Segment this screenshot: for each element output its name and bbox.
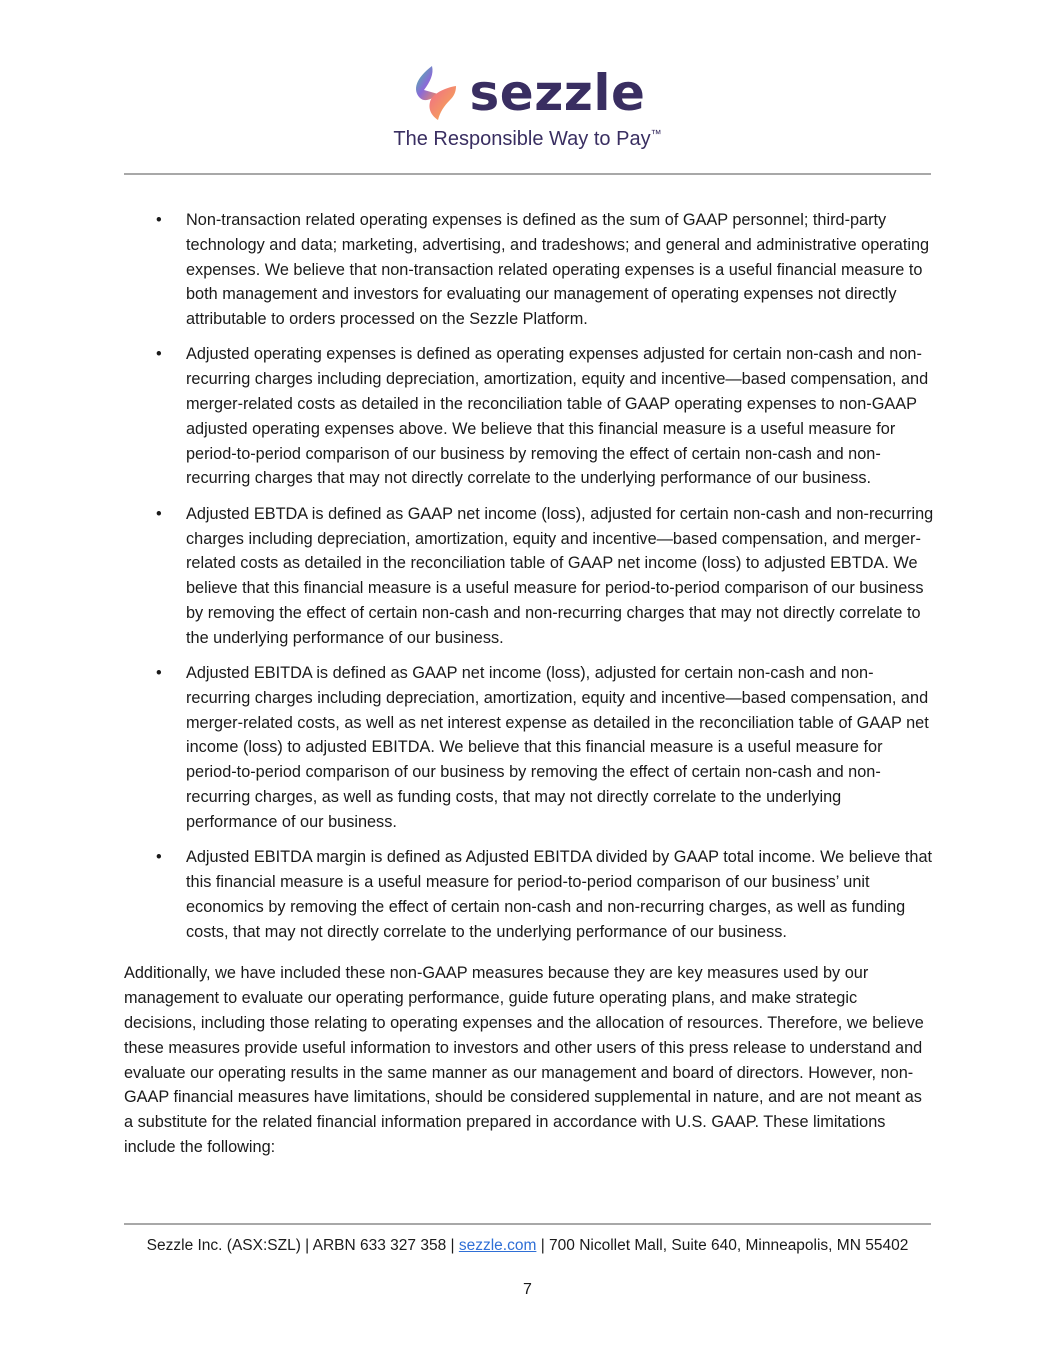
list-item [124,661,934,835]
bullet-icon: • [156,345,162,364]
list-item-text: Non-transaction related operating expenses is defined as the sum of GAAP personnel; third-party technology and data; marketing, advertising, and tradeshows; and general and administrative operating expenses. We believe that non-transaction related operating expenses is a useful financial measure to both management and investors for evaluating our management of operating expenses not directly attributable to orders processed on the Sezzle Platform. [186,211,930,329]
page-header [0,62,1055,151]
trademark-mark: ™ [650,128,662,141]
brand-tagline [0,128,1055,151]
list-item-text: Adjusted EBTDA is defined as GAAP net income (loss), adjusted for certain non-cash and non-recurring charges including depreciation, amortization, equity and incentive—based compensation, and merger-related costs as detailed in the reconciliation table of GAAP net income (loss) to adjusted EBTDA. We believe that this financial measure is a useful measure for period-to-period comparison of our business by removing the effect of certain non-cash and non-recurring charges that may not directly correlate to the underlying performance of our business. [186,504,934,647]
body-paragraph: Additionally, we have included these non-GAAP measures because they are key measures used by our management to evaluate our operating performance, guide future operating plans, and make strategic decisions, including those relating to operating expenses and the allocation of resources. Therefore, we believe these measures provide useful information to investors and other users of this press release to understand and evaluate our operating results in the same manner as our management and board of directors. However, non-GAAP financial measures have limitations, should be considered supplemental in nature, and are not meant as a substitute for the related financial information prepared in accordance with U.S. GAAP. These limitations include the following: [124,964,924,1156]
bullet-icon: • [156,504,162,523]
list-item-text: Adjusted EBITDA margin is defined as Adjusted EBITDA divided by GAAP total income. We believe that this financial measure is a useful measure for period-to-period comparison of our business’ unit economics by removing the effect of certain non-cash and non-recurring charges, as well as funding costs, that may not directly correlate to the underlying performance of our business. [186,848,933,941]
list-item-text: Adjusted EBITDA is defined as GAAP net income (loss), adjusted for certain non-cash and non-recurring charges including depreciation, amortization, equity and incentive—based compensation, and merger-related costs, as well as net interest expense as detailed in the reconciliation table of GAAP net income (loss) to adjusted EBITDA. We believe that this financial measure is a useful measure for period-to-period comparison of our business by removing the effect of certain non-cash and non-recurring charges, as well as funding costs, that may not directly correlate to the underlying performance of our business. [186,664,929,831]
list-item [124,845,934,944]
sezzle-logo-icon [410,64,460,122]
bullet-icon: • [156,848,162,867]
bullet-icon: • [156,211,162,229]
list-item [124,208,934,332]
brand-wordmark: sezzle [469,64,646,122]
list-item [124,342,934,491]
footer-website-link[interactable]: sezzle.com [458,1237,537,1254]
definitions-list [124,208,934,944]
page-number: 7 [523,1281,532,1298]
footer-company: Sezzle Inc. (ASX:SZL) | ARBN 633 327 358 | [146,1237,455,1254]
list-item [124,502,934,651]
document-body [124,208,934,1160]
brand-logo [0,62,1055,124]
tagline-text: The Responsible Way to Pay [393,128,651,150]
bullet-icon: • [156,664,162,683]
footer-divider [124,1223,931,1225]
footer-address: | 700 Nicollet Mall, Suite 640, Minneapolis, MN 55402 [540,1237,909,1254]
header-divider [124,173,931,175]
page-footer [0,1234,1055,1258]
list-item-text: Adjusted operating expenses is defined as operating expenses adjusted for certain non-cash and non-recurring charges including depreciation, amortization, equity and incentive—based compensation, and merger-related costs as detailed in the reconciliation table of GAAP operating expenses to non-GAAP adjusted operating expenses above. We believe that this financial measure is a useful measure for period-to-period comparison of our business by removing the effect of certain non-cash and non-recurring charges that may not directly correlate to the underlying performance of our business. [186,345,929,488]
